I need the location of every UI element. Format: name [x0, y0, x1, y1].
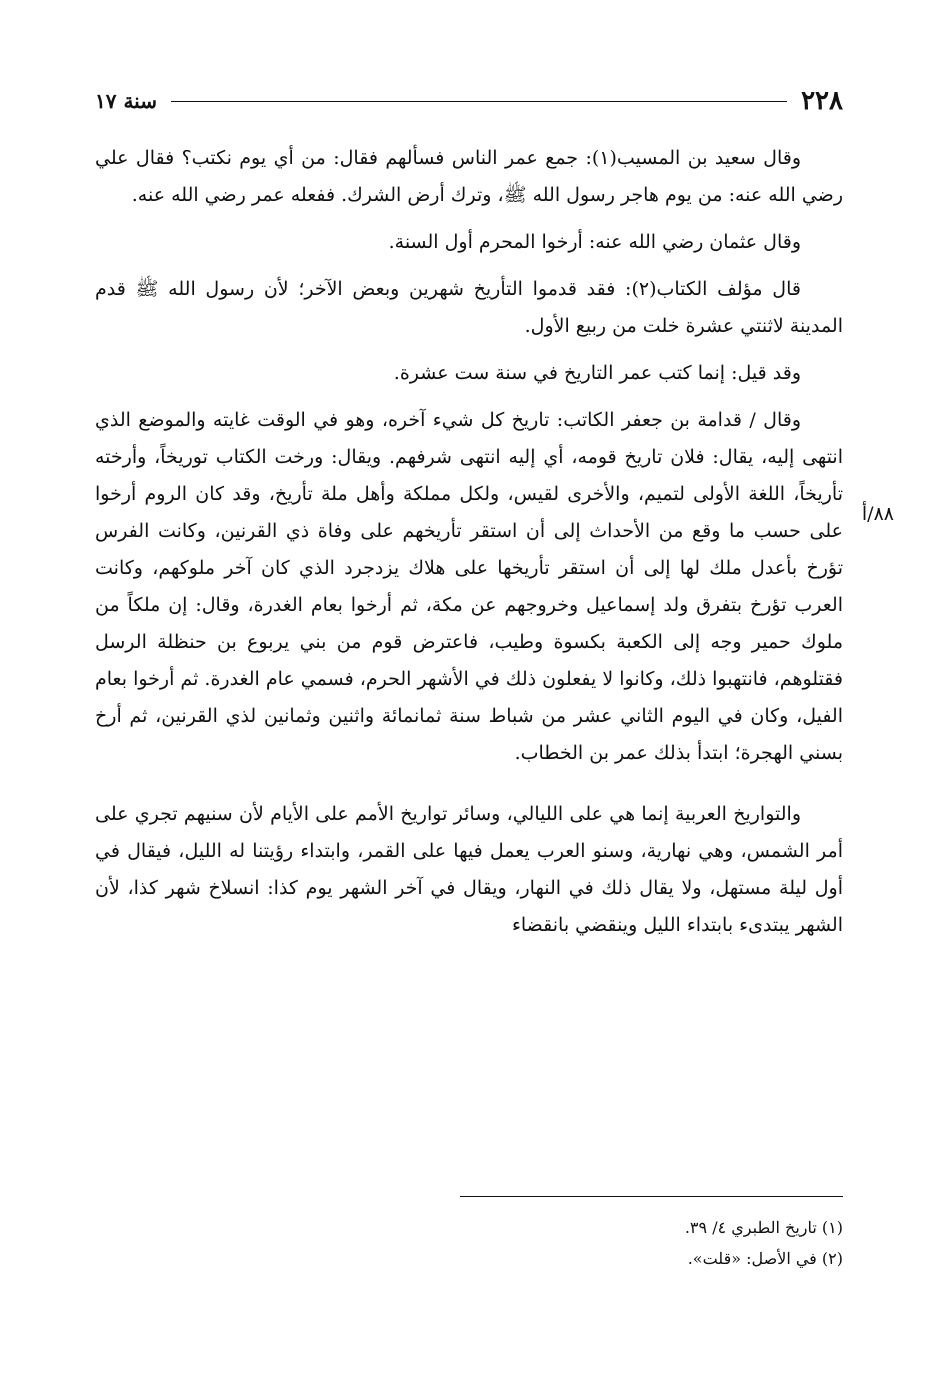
manuscript-folio-note: ٨٨/أ: [861, 503, 894, 525]
footnote-2: (٢) في الأصل: «قلت».: [687, 1249, 843, 1268]
page-number: ٢٢٨: [801, 86, 843, 116]
paragraph-2: وقال عثمان رضي الله عنه: أرخوا المحرم أول السنة.: [388, 231, 801, 253]
page-header: [95, 84, 843, 118]
running-head-year: سنة ١٧: [95, 89, 157, 113]
header-rule: [171, 101, 787, 102]
paragraph-3: قال مؤلف الكتاب(٢): فقد قدموا التأريخ شهرين وبعض الآخر؛ لأن رسول الله ﷺ قدم المدينة لاثنتي عشرة خلت من ربيع الأول.: [95, 278, 843, 337]
paragraph-4: وقد قيل: إنما كتب عمر التاريخ في سنة ست عشرة.: [393, 362, 801, 384]
footnote-divider: [460, 1196, 843, 1197]
paragraph-5: وقال / قدامة بن جعفر الكاتب: تاريخ كل شيء آخره، وهو في الوقت غايته والموضع الذي انتهى إليه، يقال: فلان تاريخ قومه، أي إليه انتهى شرفهم. ويقال: ورخت الكتاب توريخاً، وأرخته تأريخاً، اللغة الأولى لتميم، والأخرى لقيس، ولكل مملكة وأهل ملة تأريخ، وقد كان الروم أرخوا على حسب ما وقع من الأحداث إلى أن استقر تأريخهم على وفاة ذي القرنين، وكانت الفرس تؤرخ بأعدل ملك لها إلى أن استقر تأريخها على هلاك يزدجرد الذي كان آخر ملوكهم، وكانت العرب تؤرخ بتفرق ولد إسماعيل وخروجهم عن مكة، ثم أرخوا بعام الغدرة، وقال: إن ملكاً من ملوك حمير وجه إلى الكعبة بكسوة وطيب، فاعترض قوم من بني يربوع بن حنظلة الرسل فقتلوهم، فانتهبوا ذلك، وكانوا لا يفعلون ذلك في الأشهر الحرم، فسمي عام الغدرة. ثم أرخوا بعام الفيل، وكان في اليوم الثاني عشر من شباط سنة ثمانمائة واثنين وثمانين لذي القرنين، ثم أرخ بسني الهجرة؛ ابتدأ بذلك عمر بن الخطاب.: [95, 409, 843, 764]
paragraph-1: وقال سعيد بن المسيب(١): جمع عمر الناس فسألهم فقال: من أي يوم نكتب؟ فقال علي رضي الله عنه: من يوم هاجر رسول الله ﷺ، وترك أرض الشرك. ففعله عمر رضي الله عنه.: [95, 147, 843, 206]
footnote-1: (١) تاريخ الطبري ٤/ ٣٩.: [684, 1218, 843, 1237]
footnotes: [420, 1212, 843, 1274]
main-text: [95, 140, 843, 958]
paragraph-6: والتواريخ العربية إنما هي على الليالي، وسائر تواريخ الأمم على الأيام لأن سنيهم تجري على أمر الشمس، وهي نهارية، وسنو العرب يعمل فيها على القمر، وابتداء رؤيتنا له الليل، فيقال في أول ليلة مستهل، ولا يقال ذلك في النهار، ويقال في آخر الشهر يوم كذا: انسلاخ شهر كذا، لأن الشهر يبتدىء بابتداء الليل وينقضي بانقضاء: [95, 803, 843, 936]
